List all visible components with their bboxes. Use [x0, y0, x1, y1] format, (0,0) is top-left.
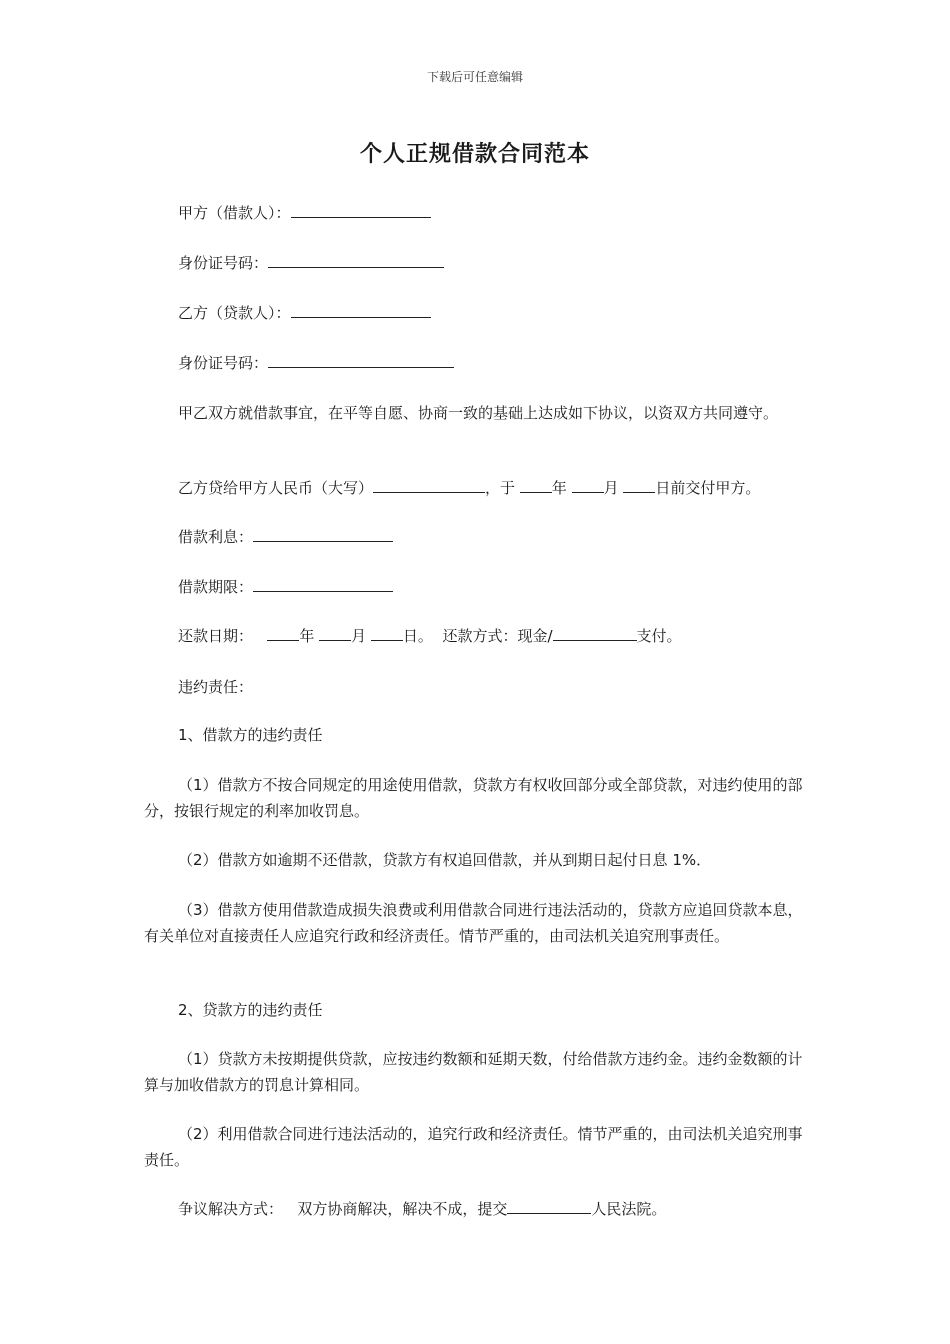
- id-b-line: [178, 350, 454, 376]
- dispute-label: 争议解决方式：: [178, 1200, 284, 1218]
- repay-label: 还款日期：: [178, 627, 254, 645]
- party-a-label: 甲方（借款人）：: [178, 204, 291, 222]
- repay-method-label: 还款方式：现金/: [442, 627, 553, 645]
- party-a-line: [178, 200, 431, 226]
- id-a-line: [178, 250, 444, 276]
- dispute-line: [178, 1196, 666, 1222]
- loan-year-label: 年: [551, 479, 567, 497]
- repay-line: [178, 623, 682, 649]
- repay-day-label: 日。: [402, 627, 433, 645]
- section2-heading: 2、贷款方的违约责任: [178, 1001, 323, 1019]
- loan-day-suffix: 日前交付甲方。: [655, 479, 761, 497]
- loan-day-blank[interactable]: [623, 475, 655, 493]
- loan-month-blank[interactable]: [572, 475, 604, 493]
- repay-year-label: 年: [299, 627, 315, 645]
- id-b-label: 身份证号码：: [178, 354, 269, 372]
- dispute-text: 双方协商解决，解决不成，提交: [297, 1200, 508, 1218]
- loan-year-blank[interactable]: [520, 475, 552, 493]
- loan-prefix: 乙方贷给甲方人民币（大写）: [178, 479, 374, 497]
- id-a-label: 身份证号码：: [178, 254, 269, 272]
- section1-item-1: （1）借款方不按合同规定的用途使用借款，贷款方有权收回部分或全部贷款，对违约使用的部分，按银行规定的利率加收罚息。: [144, 776, 803, 820]
- loan-month-label: 月: [603, 479, 619, 497]
- repay-method-suffix: 支付。: [636, 627, 682, 645]
- header-note: 下载后可任意编辑: [426, 70, 523, 84]
- document-title: 个人正规借款合同范本: [359, 142, 590, 167]
- loan-comma-yu: ，于: [485, 479, 516, 497]
- dispute-suffix: 人民法院。: [591, 1200, 667, 1218]
- id-a-blank[interactable]: [268, 250, 444, 268]
- section1-heading: 1、借款方的违约责任: [178, 726, 323, 744]
- section2-item-1: （1）贷款方未按期提供贷款，应按违约数额和延期天数，付给借款方违约金。违约金数额的计算与加收借款方的罚息计算相同。: [144, 1050, 803, 1094]
- interest-line: [178, 524, 393, 550]
- party-b-line: [178, 300, 431, 326]
- breach-heading: 违约责任：: [178, 678, 254, 696]
- party-b-label: 乙方（贷款人）：: [178, 304, 291, 322]
- party-b-blank[interactable]: [291, 300, 431, 318]
- interest-label: 借款利息：: [178, 528, 254, 546]
- dispute-court-blank[interactable]: [507, 1196, 591, 1214]
- section1-item-3: （3）借款方使用借款造成损失浪费或利用借款合同进行违法活动的，贷款方应追回贷款本息，有关单位对直接责任人应追究行政和经济责任。情节严重的，由司法机关追究刑事责任。: [144, 901, 803, 945]
- section1-item-2: （2）借款方如逾期不还借款，贷款方有权追回借款，并从到期日起付日息 1%．: [178, 851, 712, 869]
- interest-blank[interactable]: [253, 524, 393, 542]
- repay-month-label: 月: [351, 627, 367, 645]
- term-blank[interactable]: [253, 574, 393, 592]
- term-label: 借款期限：: [178, 578, 254, 596]
- repay-day-blank[interactable]: [371, 623, 403, 641]
- intro-paragraph: 甲乙双方就借款事宜，在平等自愿、协商一致的基础上达成如下协议，以资双方共同遵守。: [178, 404, 779, 422]
- party-a-blank[interactable]: [291, 200, 431, 218]
- id-b-blank[interactable]: [268, 350, 454, 368]
- term-line: [178, 574, 393, 600]
- repay-method-blank[interactable]: [553, 623, 637, 641]
- loan-amount-line: [178, 475, 760, 501]
- repay-month-blank[interactable]: [319, 623, 351, 641]
- section2-item-2: （2）利用借款合同进行违法活动的，追究行政和经济责任。情节严重的，由司法机关追究刑事责任。: [144, 1125, 803, 1169]
- repay-year-blank[interactable]: [267, 623, 299, 641]
- loan-amount-blank[interactable]: [373, 475, 485, 493]
